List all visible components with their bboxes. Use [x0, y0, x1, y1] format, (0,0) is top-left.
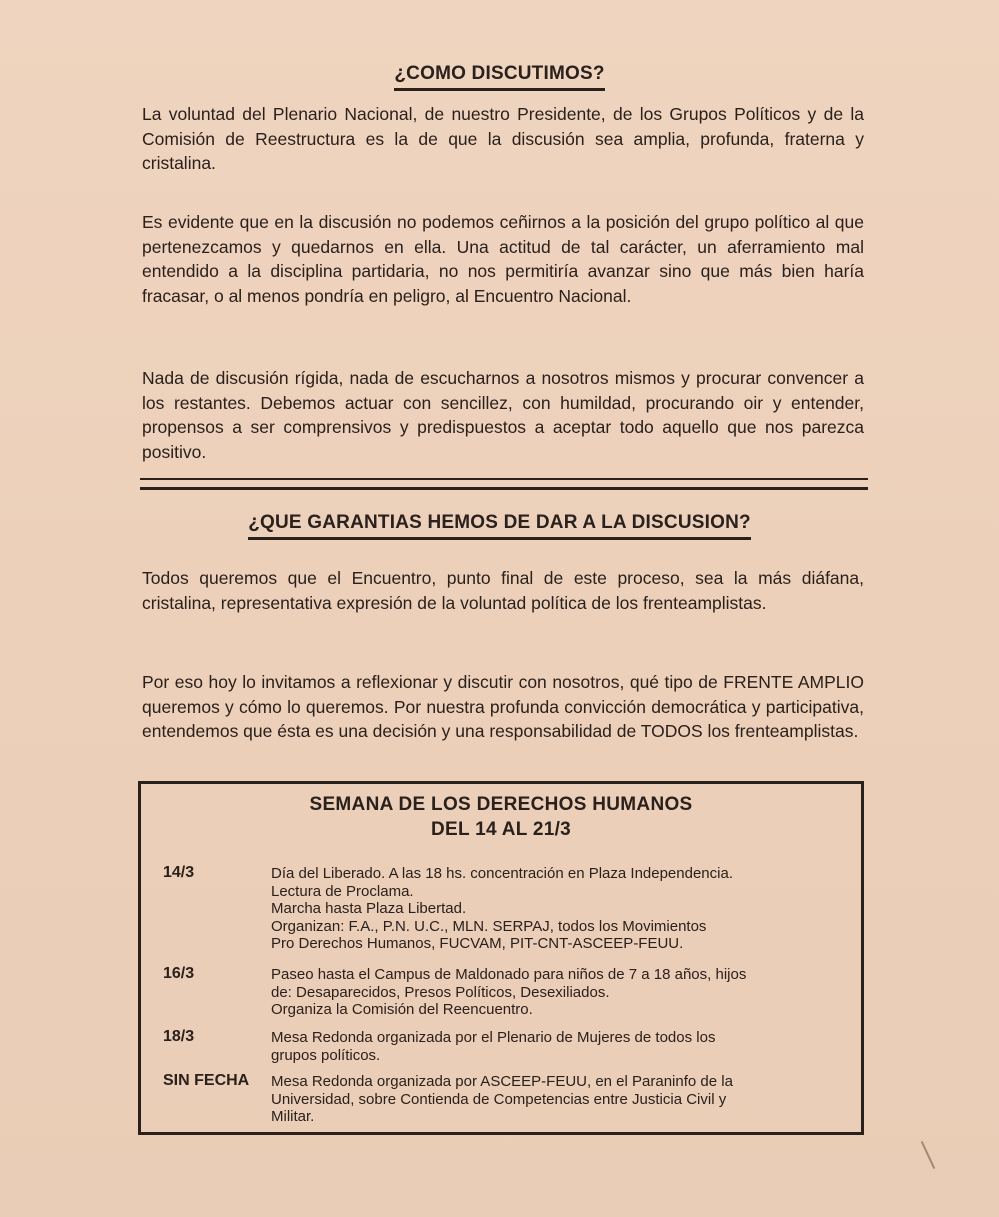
box-title-line2: DEL 14 AL 21/3	[430, 819, 572, 840]
paragraph-voluntad: La voluntad del Plenario Nacional, de nuestro Presidente, de los Grupos Políticos y de la Comisión de Reestructura es la de que la discusión sea amplia, profunda, fraterna y cristalina.	[142, 104, 864, 173]
event-line: Mesa Redonda organizada por el Plenario de Mujeres de todos los	[271, 1029, 716, 1046]
divider-line	[140, 478, 868, 480]
section-title-garantias: ¿QUE GARANTIAS HEMOS DE DAR A LA DISCUSION?	[0, 512, 999, 540]
event-description	[271, 1073, 839, 1126]
divider-line	[140, 487, 868, 490]
event-line: de: Desaparecidos, Presos Políticos, Desexiliados.	[271, 983, 610, 1001]
event-date: 14/3	[163, 864, 195, 881]
event-line: Pro Derechos Humanos, FUCVAM, PIT-CNT-ASCEEP-FEUU.	[271, 935, 684, 952]
event-line: Paseo hasta el Campus de Maldonado para niños de 7 a 18 años, hijos	[271, 966, 747, 983]
event-line: Lectura de Proclama.	[271, 882, 414, 900]
event-description	[271, 1029, 839, 1064]
paragraph-evidente: Es evidente que en la discusión no podemos ceñirnos a la posición del grupo político al que pertenezcamos y quedarnos en ella. Una actitud de tal carácter, un aferramiento mal entendido a la disciplina partidaria, no nos permitiría avanzar sino que más bien haría fracasar, o al menos pondría en peligro, al Encuentro Nacional.	[142, 212, 864, 306]
human-rights-week-box	[138, 781, 864, 1135]
event-line: Organizan: F.A., P.N. U.C., MLN. SERPAJ, todos los Movimientos	[271, 917, 707, 935]
event-date: 16/3	[163, 965, 195, 982]
event-line: Universidad, sobre Contienda de Competencias entre Justicia Civil y	[271, 1090, 727, 1108]
event-date: 18/3	[163, 1028, 195, 1045]
event-line: Militar.	[271, 1108, 315, 1125]
paragraph-nada-de-discusion: Nada de discusión rígida, nada de escucharnos a nosotros mismos y procurar convencer a los restantes. Debemos actuar con sencillez, con humildad, procurando oir y entender, propensos a ser comprensivos y predispuestos a aceptar todo aquello que nos parezca positivo.	[142, 368, 864, 462]
event-date: SIN FECHA	[163, 1072, 250, 1089]
event-description	[271, 966, 839, 1019]
event-line: grupos políticos.	[271, 1046, 381, 1064]
box-title-line1: SEMANA DE LOS DERECHOS HUMANOS	[309, 794, 693, 815]
event-line: Marcha hasta Plaza Libertad.	[271, 900, 467, 917]
event-description	[271, 865, 839, 953]
section-title-como-discutimos: ¿COMO DISCUTIMOS?	[0, 63, 999, 91]
paragraph-por-eso-hoy: Por eso hoy lo invitamos a reflexionar y discutir con nosotros, qué tipo de FRENTE AMPLIO queremos y cómo lo queremos. Por nuestra profunda convicción democrática y participativa, entendemos que ésta es una decisión y una responsabilidad de TODOS los frenteamplistas.	[142, 672, 864, 741]
event-line: Organiza la Comisión del Reencuentro.	[271, 1001, 533, 1018]
event-line: Día del Liberado. A las 18 hs. concentración en Plaza Independencia.	[271, 865, 733, 882]
paragraph-todos-queremos: Todos queremos que el Encuentro, punto final de este proceso, sea la más diáfana, cristalina, representativa expresión de la voluntad política de los frenteamplistas.	[142, 568, 864, 613]
event-line: Mesa Redonda organizada por ASCEEP-FEUU, en el Paraninfo de la	[271, 1073, 733, 1090]
